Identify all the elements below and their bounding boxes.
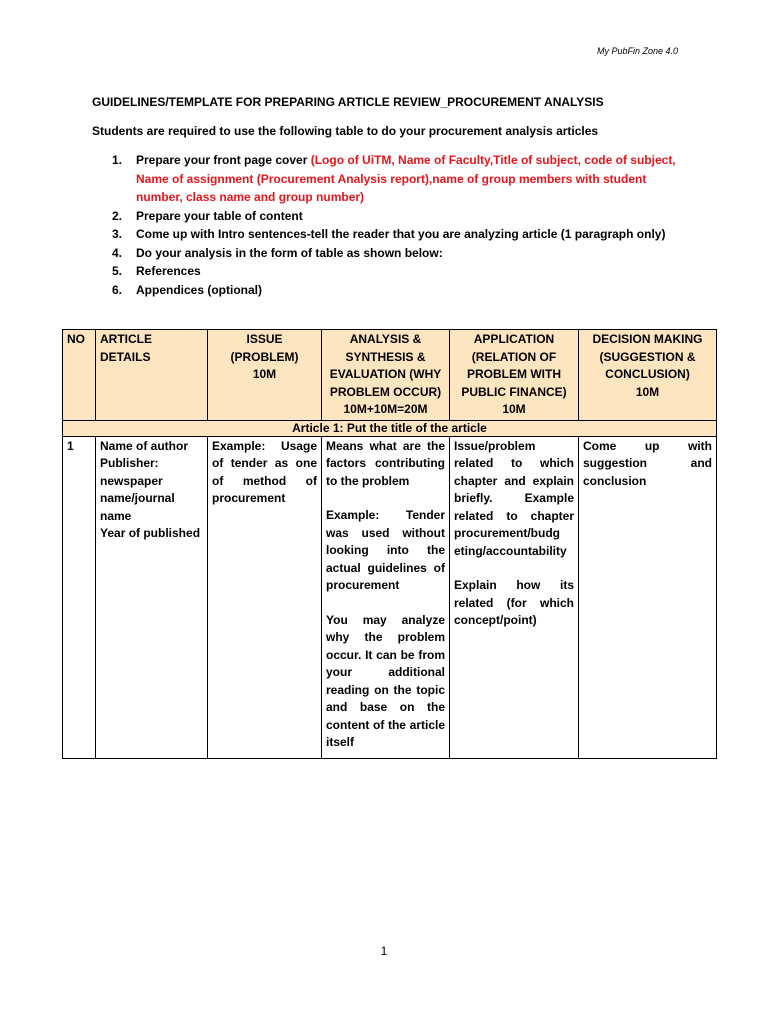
instruction-item	[92, 244, 692, 263]
header-decision-line: DECISION MAKING	[592, 332, 703, 346]
details-author: Name of author	[100, 438, 189, 453]
details-publisher: Publisher: newspaper name/journal name	[100, 456, 175, 523]
header-application	[450, 330, 579, 421]
header-decision-marks: 10M	[635, 384, 660, 399]
instruction-text: Appendices (optional)	[136, 282, 262, 297]
cell-decision: Come up with suggestion and conclusion	[579, 436, 717, 758]
instruction-text: References	[136, 264, 201, 278]
cell-no: 1	[63, 436, 96, 758]
header-analysis-line: EVALUATION (WHY	[329, 367, 442, 381]
header-note: My PubFin Zone 4.0	[596, 46, 678, 56]
header-issue-line: (PROBLEM)	[230, 349, 299, 364]
instruction-number: 3.	[112, 227, 123, 241]
instruction-item	[92, 225, 692, 244]
header-application-line: PROBLEM WITH	[467, 367, 561, 381]
analysis-paragraph: Example: Tender was used without looking into the actual guidelines of procurement	[326, 508, 445, 592]
instruction-item	[92, 262, 692, 281]
instruction-cover-details: (Logo of UiTM, Name of Faculty,Title of subject, code of subject, Name of assignment (Procurement Analysis report),name of group members with student number, class name and group number)	[136, 153, 676, 204]
header-analysis-line: PROBLEM OCCUR)	[329, 384, 442, 399]
cell-issue: Example: Usage of tender as one of method of procurement	[208, 436, 322, 758]
header-application-line: PUBLIC FINANCE)	[461, 384, 567, 399]
table-header-row	[63, 330, 717, 421]
table-row	[63, 436, 717, 758]
header-issue	[208, 330, 322, 421]
review-table	[62, 329, 717, 759]
instruction-item	[92, 207, 692, 226]
header-no: NO	[63, 330, 96, 421]
header-decision	[579, 330, 717, 421]
instruction-list	[92, 151, 692, 299]
instruction-item	[92, 281, 692, 300]
article-heading-row	[63, 420, 717, 436]
cell-application	[450, 436, 579, 758]
header-decision-line: (SUGGESTION &	[599, 349, 696, 364]
header-article-details: ARTICLE DETAILS	[96, 330, 208, 421]
header-application-marks: 10M	[502, 402, 526, 416]
instruction-text: Come up with Intro sentences-tell the reader that you are analyzing article (1 paragraph only)	[136, 227, 666, 241]
analysis-paragraph: Means what are the factors contributing to the problem	[326, 438, 445, 488]
header-decision-line: CONCLUSION)	[605, 367, 690, 381]
application-paragraph: Explain how its related (for which concept/point)	[454, 578, 574, 627]
page-number: 1	[380, 944, 388, 958]
document-title: GUIDELINES/TEMPLATE FOR PREPARING ARTICLE REVIEW_PROCUREMENT ANALYSIS	[92, 95, 604, 109]
header-issue-marks: 10M	[252, 367, 277, 381]
instruction-item	[92, 151, 692, 207]
header-analysis-line: SYNTHESIS &	[345, 349, 426, 364]
instruction-number: 1.	[112, 153, 123, 167]
details-year: Year of published	[100, 526, 201, 540]
header-analysis	[322, 330, 450, 421]
article-heading: Article 1: Put the title of the article	[63, 420, 717, 436]
header-analysis-line: ANALYSIS &	[349, 332, 422, 346]
cell-analysis	[322, 436, 450, 758]
instruction-number: 5.	[112, 264, 123, 278]
instruction-text: Do your analysis in the form of table as shown below:	[136, 245, 443, 260]
header-application-line: (RELATION OF	[471, 349, 557, 364]
analysis-paragraph: You may analyze why the problem occur. It can be from your additional reading on the topic and base on the content of the article itself	[326, 612, 445, 749]
application-paragraph: Issue/problem related to which chapter and explain briefly. Example related to chapter procurement/budg eting/accountability	[454, 438, 574, 558]
header-application-line: APPLICATION	[473, 332, 555, 346]
instruction-number: 2.	[112, 208, 123, 223]
header-issue-line: ISSUE	[246, 332, 283, 346]
instruction-text: Prepare your front page cover	[136, 153, 311, 167]
document-intro: Students are required to use the following table to do your procurement analysis articles	[92, 124, 599, 138]
header-analysis-marks: 10M+10M=20M	[343, 402, 428, 416]
instruction-text: Prepare your table of content	[136, 208, 303, 223]
instruction-number: 6.	[112, 282, 123, 297]
cell-article-details	[96, 436, 208, 758]
instruction-number: 4.	[112, 245, 123, 260]
